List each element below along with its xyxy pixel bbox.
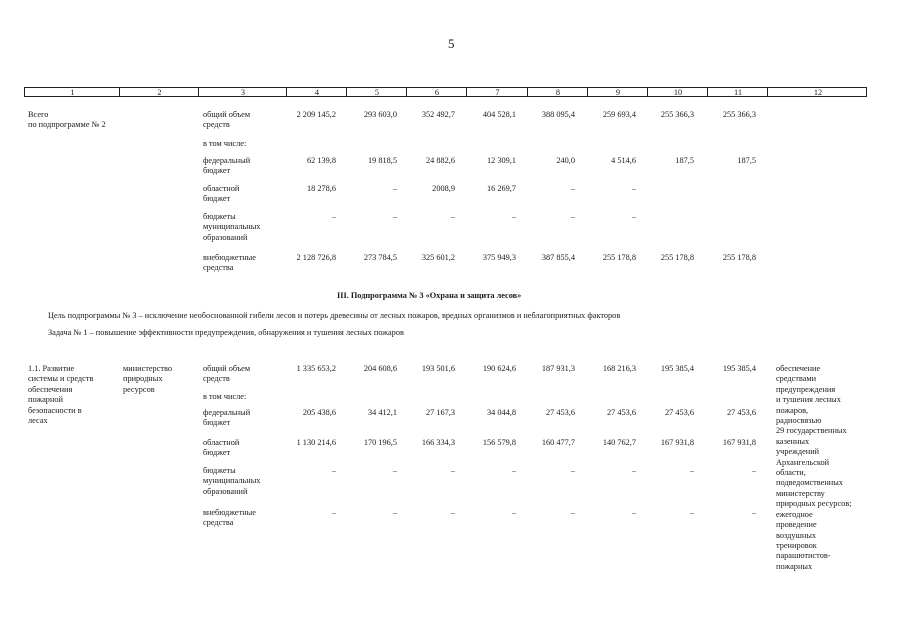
row-group-label: 1.1. Развитие системы и средств обеспечения пожарной безопасности в лесах	[28, 364, 94, 426]
cell-value: 19 818,5	[367, 156, 397, 165]
cell-value: –	[450, 466, 455, 475]
cell-value: 34 044,8	[486, 408, 516, 417]
header-col-divider	[587, 88, 588, 96]
cell-value: –	[631, 184, 636, 193]
cell-value: –	[331, 466, 336, 475]
row-label: областной бюджет	[203, 184, 240, 204]
cell-value: –	[331, 508, 336, 517]
cell-value: 2 209 145,2	[296, 110, 336, 119]
cell-value: 195 385,4	[722, 364, 756, 373]
cell-value: 27 453,6	[726, 408, 756, 417]
cell-value: –	[570, 212, 575, 221]
cell-value: –	[392, 508, 397, 517]
cell-value: 293 603,0	[363, 110, 397, 119]
cell-value: –	[331, 212, 336, 221]
cell-value: 12 309,1	[486, 156, 516, 165]
header-col-divider	[707, 88, 708, 96]
cell-value: 167 931,8	[660, 438, 694, 447]
cell-value: 170 196,5	[363, 438, 397, 447]
row-label: бюджеты муниципальных образований	[203, 466, 261, 496]
cell-value: 62 139,8	[306, 156, 336, 165]
cell-value: 195 385,4	[660, 364, 694, 373]
cell-value: 255 178,8	[602, 253, 636, 262]
cell-value: –	[392, 184, 397, 193]
header-col-divider	[527, 88, 528, 96]
row-label: областной бюджет	[203, 438, 240, 458]
cell-value: 190 624,6	[482, 364, 516, 373]
cell-value: –	[570, 184, 575, 193]
cell-value: 404 528,1	[482, 110, 516, 119]
cell-value: 16 269,7	[486, 184, 516, 193]
row-label: федеральный бюджет	[203, 408, 251, 428]
row-group-label: Всего по подпрограмме № 2	[28, 110, 106, 130]
row-label: в том числе:	[203, 139, 247, 148]
cell-value: 160 477,7	[541, 438, 575, 447]
header-col-divider	[346, 88, 347, 96]
cell-value: 259 693,4	[602, 110, 636, 119]
cell-value: 166 334,3	[421, 438, 455, 447]
result-text: обеспечение средствами предупреждения и тушения лесных пожаров, радиосвязью 29 государственных казенных учреждений Архангельской области, подведомственных министерству природных ресурсов; ежегодное проведение воздушных тренировок парашютистов- пожарных	[776, 364, 852, 571]
cell-value: 387 855,4	[541, 253, 575, 262]
cell-value: 156 579,8	[482, 438, 516, 447]
header-col-11: 11	[734, 88, 742, 97]
cell-value: –	[450, 508, 455, 517]
cell-value: 205 438,6	[302, 408, 336, 417]
cell-value: 255 366,3	[660, 110, 694, 119]
table-header-row	[24, 87, 867, 97]
cell-value: 27 453,6	[545, 408, 575, 417]
header-col-8: 8	[555, 88, 561, 97]
row-label: внебюджетные средства	[203, 508, 256, 528]
row-label: внебюджетные средства	[203, 253, 256, 273]
row-label: общий объем средств	[203, 110, 251, 130]
cell-value: 187 931,3	[541, 364, 575, 373]
task-text: Задача № 1 – повышение эффективности предупреждения, обнаружения и тушения лесных пожаров	[48, 328, 404, 337]
cell-value: –	[751, 466, 756, 475]
cell-value: –	[392, 466, 397, 475]
executor-label: министерство природных ресурсов	[123, 364, 173, 394]
cell-value: 352 492,7	[421, 110, 455, 119]
header-col-12: 12	[813, 88, 823, 97]
cell-value: 2 128 726,8	[296, 253, 336, 262]
cell-value: 34 412,1	[367, 408, 397, 417]
cell-value: –	[689, 466, 694, 475]
cell-value: 255 178,8	[660, 253, 694, 262]
cell-value: –	[450, 212, 455, 221]
cell-value: 140 762,7	[602, 438, 636, 447]
cell-value: 187,5	[675, 156, 694, 165]
header-col-divider	[767, 88, 768, 96]
cell-value: 204 608,6	[363, 364, 397, 373]
cell-value: 167 931,8	[722, 438, 756, 447]
cell-value: 24 882,6	[425, 156, 455, 165]
cell-value: –	[631, 212, 636, 221]
page-number: 5	[448, 36, 455, 51]
header-col-divider	[198, 88, 199, 96]
cell-value: –	[511, 212, 516, 221]
header-col-4: 4	[314, 88, 320, 97]
cell-value: –	[631, 466, 636, 475]
header-col-2: 2	[157, 88, 162, 97]
row-label: общий объем средств	[203, 364, 251, 384]
cell-value: 27 453,6	[664, 408, 694, 417]
header-col-divider	[286, 88, 287, 96]
header-col-divider	[647, 88, 648, 96]
header-col-1: 1	[70, 88, 75, 97]
cell-value: –	[570, 508, 575, 517]
goal-text: Цель подпрограммы № 3 – исключение необоснованной гибели лесов и потерь древесины от лесных пожаров, вредных организмов и неблагоприятных факторов	[48, 311, 621, 320]
cell-value: 193 501,6	[421, 364, 455, 373]
header-col-5: 5	[374, 88, 380, 97]
cell-value: 255 366,3	[722, 110, 756, 119]
header-col-9: 9	[615, 88, 621, 97]
row-label: бюджеты муниципальных образований	[203, 212, 261, 242]
cell-value: 1 335 653,2	[296, 364, 336, 373]
row-label: федеральный бюджет	[203, 156, 251, 176]
cell-value: 187,5	[737, 156, 756, 165]
cell-value: –	[570, 466, 575, 475]
cell-value: –	[511, 508, 516, 517]
header-col-6: 6	[434, 88, 440, 97]
cell-value: 1 130 214,6	[296, 438, 336, 447]
cell-value: 240,0	[556, 156, 575, 165]
cell-value: –	[689, 508, 694, 517]
cell-value: 325 601,2	[421, 253, 455, 262]
header-col-divider	[119, 88, 120, 96]
cell-value: 168 216,3	[602, 364, 636, 373]
cell-value: 375 949,3	[482, 253, 516, 262]
cell-value: –	[751, 508, 756, 517]
section-title: III. Подпрограмма № 3 «Охрана и защита лесов»	[337, 291, 522, 300]
cell-value: 273 784,5	[363, 253, 397, 262]
header-col-10: 10	[673, 88, 683, 97]
cell-value: 4 514,6	[611, 156, 636, 165]
cell-value: 255 178,8	[722, 253, 756, 262]
cell-value: 388 095,4	[541, 110, 575, 119]
header-col-3: 3	[240, 88, 246, 97]
cell-value: 2008,9	[432, 184, 455, 193]
cell-value: –	[392, 212, 397, 221]
cell-value: 27 167,3	[425, 408, 455, 417]
cell-value: –	[511, 466, 516, 475]
row-label: в том числе:	[203, 392, 247, 401]
header-col-divider	[466, 88, 467, 96]
header-col-divider	[406, 88, 407, 96]
cell-value: 18 278,6	[306, 184, 336, 193]
header-col-7: 7	[495, 88, 500, 97]
cell-value: –	[631, 508, 636, 517]
cell-value: 27 453,6	[606, 408, 636, 417]
